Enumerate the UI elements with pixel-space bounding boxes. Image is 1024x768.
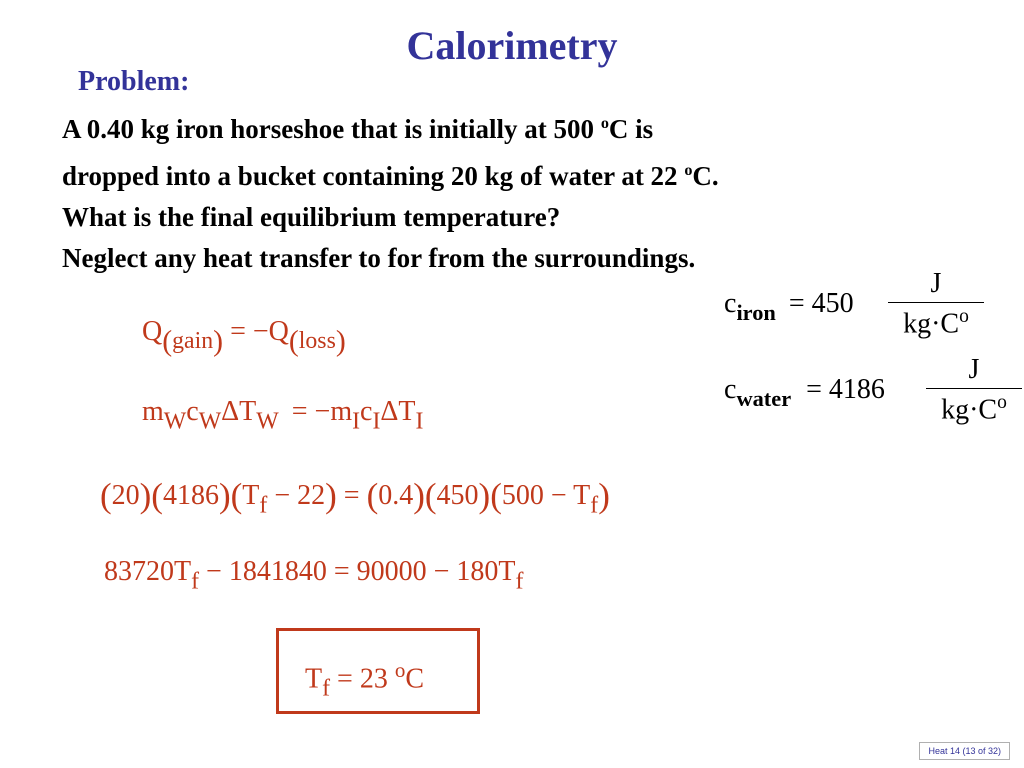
slide-title: Calorimetry xyxy=(406,23,618,68)
problem-line-1: A 0.40 kg iron horseshoe that is initially at 500 $^o$C is xyxy=(62,114,654,144)
c-water-unit-fraction: J $kg\cdot C^o$ xyxy=(926,356,1022,424)
c-iron-equation: $c_{iron} = 450$ xyxy=(724,288,854,325)
equation-mass-specific-heat: $m_Wc_W\Delta T_W = -m_Ic_I\Delta T_I$ xyxy=(142,396,424,435)
problem-line-3: What is the final equilibrium temperature? xyxy=(62,202,561,232)
problem-label: Problem: xyxy=(78,66,190,97)
equation-heat-balance: $Q_{(gain)} = -Q_{(loss)}$ xyxy=(142,316,346,358)
equation-substituted: $(20)(4186)(T_f - 22) = (0.4)(450)(500 - T_f)$ xyxy=(100,476,610,519)
c-iron-unit-fraction: J $kg\cdot C^o$ xyxy=(888,270,984,338)
final-answer: $T_f = 23$ $^o$C xyxy=(305,658,425,702)
equation-expanded: $83720T_f - 1841840 = 90000 - 180T_f$ xyxy=(104,556,524,595)
c-water-equation: $c_{water} = 4186$ xyxy=(724,374,885,411)
slide-footer: Heat 14 (13 of 32) xyxy=(919,742,1010,760)
problem-line-2: dropped into a bucket containing 20 kg of water at 22 $^o$C. xyxy=(62,161,719,191)
problem-line-4: Neglect any heat transfer to for from the surroundings. xyxy=(62,243,696,273)
problem-statement xyxy=(62,103,719,279)
